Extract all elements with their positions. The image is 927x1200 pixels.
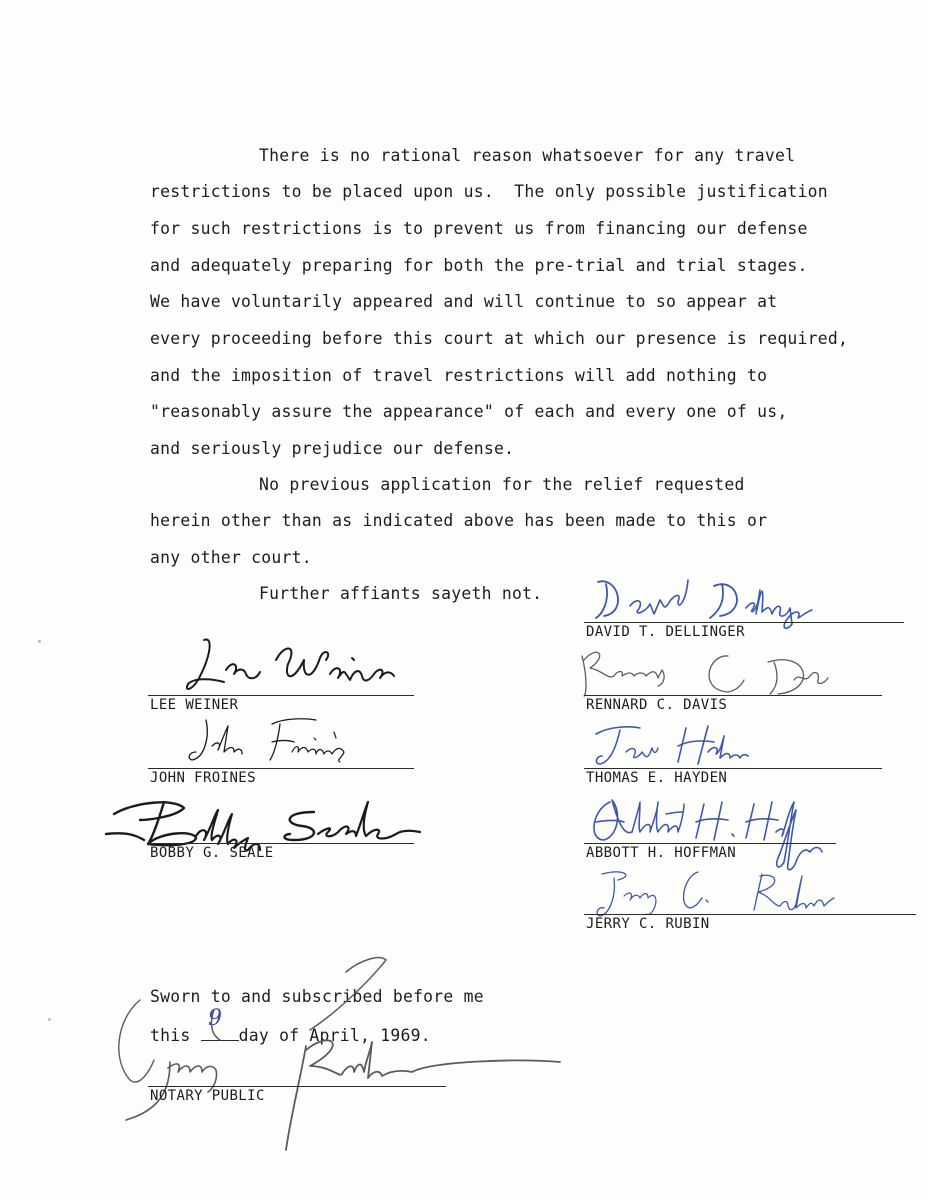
signature-line-hoffman [584,843,836,844]
notary-month-text: day of April, 1969. [238,1026,431,1045]
notary-public-label: NOTARY PUBLIC [150,1088,265,1104]
body-line-1: There is no rational reason whatsoever for any travel [259,146,796,165]
body-line-10: No previous application for the relief requested [259,475,745,494]
signatory-label-weiner: LEE WEINER [150,697,239,713]
body-line-4: and adequately preparing for both the pre-trial and trial stages. [150,256,808,275]
body-line-6: every proceeding before this court at which our presence is required, [150,329,849,348]
closing-line: Further affiants sayeth not. [259,584,543,603]
body-line-5: We have voluntarily appeared and will continue to so appear at [150,292,778,311]
signatory-label-froines: JOHN FROINES [150,770,256,786]
margin-speck [48,1018,51,1021]
signature-notary [110,950,570,1160]
signatory-label-davis: RENNARD C. DAVIS [586,697,728,713]
signature-line-rubin [584,914,916,915]
body-line-9: and seriously prejudice our defense. [150,439,515,458]
signature-davis [578,640,878,700]
body-line-12: any other court. [150,548,312,567]
notary-sworn-line: Sworn to and subscribed before me [150,987,484,1006]
signatory-label-hayden: THOMAS E. HAYDEN [586,770,728,786]
signature-froines [184,714,364,772]
body-line-3: for such restrictions is to prevent us from financing our defense [150,219,808,238]
signatory-label-dellinger: DAVID T. DELLINGER [586,624,745,640]
signature-line-froines [148,768,414,769]
signature-line-hayden [584,768,882,769]
body-line-8: "reasonably assure the appearance" of each and every one of us, [150,402,788,421]
signatory-label-seale: BOBBY G. SEALE [150,845,274,861]
signature-line-weiner [148,695,414,696]
signatory-label-rubin: JERRY C. RUBIN [586,916,710,932]
signature-weiner [180,634,420,698]
notary-this-text: this [150,1026,201,1045]
body-line-2: restrictions to be placed upon us. The only possible justification [150,182,828,201]
notary-day-handwritten: 9 [208,1006,222,1031]
signature-line-notary [148,1086,446,1087]
signatory-label-hoffman: ABBOTT H. HOFFMAN [586,845,737,861]
signature-line-davis [584,695,882,696]
signature-line-seale [148,843,414,844]
margin-speck [38,640,41,643]
signature-line-dellinger [584,622,904,623]
signature-dellinger [588,572,888,627]
body-line-11: herein other than as indicated above has been made to this or [150,511,768,530]
signature-hayden [590,718,790,770]
body-line-7: and the imposition of travel restrictions will add nothing to [150,366,768,385]
